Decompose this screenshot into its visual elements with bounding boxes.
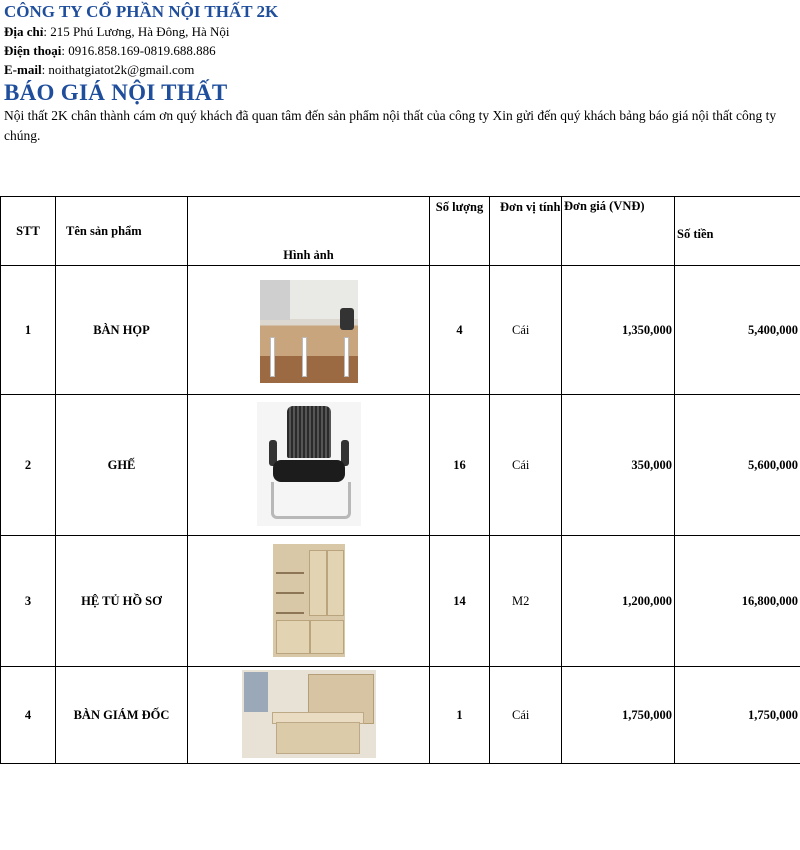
row-image-cell [188,667,430,764]
row-stt: 3 [1,536,56,667]
row-unit: Cái [490,667,562,764]
file-cabinet-photo [273,544,345,657]
row-product-name: BÀN GIÁM ĐỐC [56,667,188,764]
row-image-cell [188,266,430,395]
table-row [1,395,800,536]
row-image-cell [188,395,430,536]
row-unit-price: 350,000 [562,395,675,536]
row-unit-price: 1,200,000 [562,536,675,667]
company-address [4,22,796,41]
header-quantity: Số lượng [430,197,490,266]
row-product-name: BÀN HỌP [56,266,188,395]
company-email [4,60,796,79]
row-unit: Cái [490,395,562,536]
row-stt: 1 [1,266,56,395]
document-header [4,2,796,146]
address-value: : 215 Phú Lương, Hà Đông, Hà Nội [43,24,230,39]
company-phone [4,41,796,60]
phone-label: Điện thoại [4,43,62,58]
header-stt: STT [1,197,56,266]
row-unit: Cái [490,266,562,395]
quote-title: BÁO GIÁ NỘI THẤT [4,80,228,105]
row-product-name: GHẾ [56,395,188,536]
row-amount: 5,600,000 [675,395,800,536]
header-amount: Số tiền [675,197,800,266]
row-amount: 16,800,000 [675,536,800,667]
company-name: CÔNG TY CỔ PHẦN NỘI THẤT 2K [4,2,279,21]
row-unit-price: 1,750,000 [562,667,675,764]
table-row [1,536,800,667]
row-unit: M2 [490,536,562,667]
director-desk-photo [242,670,376,758]
header-unit-price: Đơn giá (VNĐ) [562,197,675,266]
table-row [1,266,800,395]
header-image: Hình ảnh [188,197,430,266]
email-value: : noithatgiatot2k@gmail.com [41,62,195,77]
header-unit: Đơn vị tính [490,197,562,266]
row-quantity: 4 [430,266,490,395]
table-header-row [1,197,800,266]
row-quantity: 16 [430,395,490,536]
phone-value: : 0916.858.169-0819.688.886 [61,43,216,58]
address-label: Địa chỉ [4,24,44,39]
quote-intro: Nội thất 2K chân thành cám ơn quý khách đã quan tâm đến sản phẩm nội thất của công ty Xin gửi đến quý khách bảng báo giá nội thất công ty chúng. [4,108,777,143]
meeting-table-photo [260,280,358,383]
row-image-cell [188,536,430,667]
row-product-name: HỆ TỦ HỒ SƠ [56,536,188,667]
row-stt: 4 [1,667,56,764]
header-product-name: Tên sản phẩm [56,197,188,266]
row-amount: 5,400,000 [675,266,800,395]
row-stt: 2 [1,395,56,536]
table-row [1,667,800,764]
row-unit-price: 1,350,000 [562,266,675,395]
office-chair-photo [257,402,361,526]
quote-table [0,196,800,764]
row-quantity: 14 [430,536,490,667]
email-label: E-mail [4,62,42,77]
row-amount: 1,750,000 [675,667,800,764]
row-quantity: 1 [430,667,490,764]
